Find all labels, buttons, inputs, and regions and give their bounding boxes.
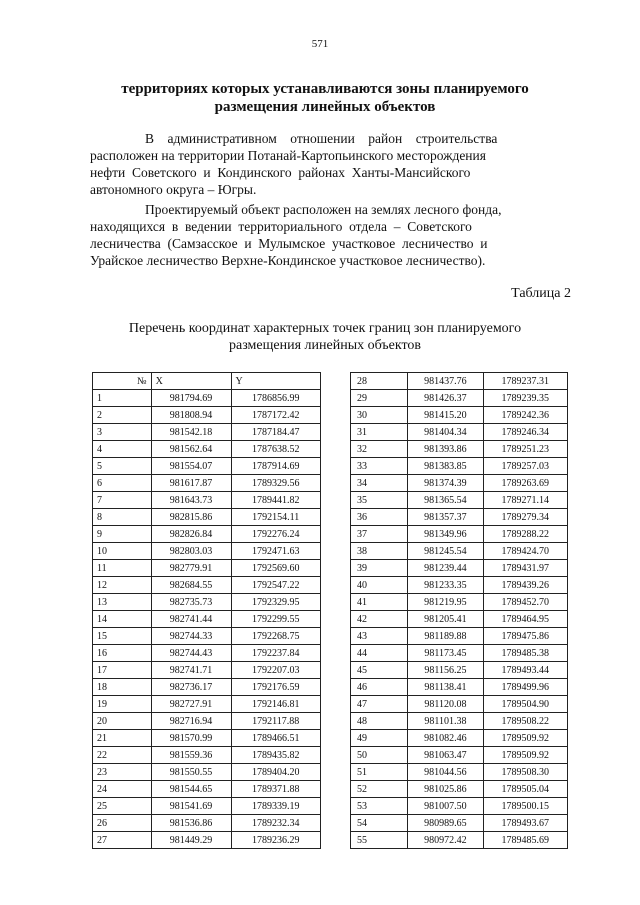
cell-number: 38 — [351, 543, 408, 560]
cell-y: 1789339.19 — [231, 798, 321, 815]
cell-y: 1789232.34 — [231, 815, 321, 832]
cell-y: 1792276.24 — [231, 526, 321, 543]
cell-number: 36 — [351, 509, 408, 526]
table-row — [93, 594, 321, 611]
cell-x: 981156.25 — [408, 662, 483, 679]
cell-y: 1792117.88 — [231, 713, 321, 730]
cell-y: 1792299.55 — [231, 611, 321, 628]
cell-y: 1789246.34 — [483, 424, 567, 441]
table-row — [93, 696, 321, 713]
table-row — [351, 458, 568, 475]
table-row — [93, 560, 321, 577]
table-row — [351, 492, 568, 509]
table-row — [93, 798, 321, 815]
cell-number: 15 — [93, 628, 152, 645]
cell-y: 1789508.30 — [483, 764, 567, 781]
table-row — [93, 832, 321, 849]
cell-y: 1792471.63 — [231, 543, 321, 560]
table-row — [93, 475, 321, 492]
cell-x: 981570.99 — [151, 730, 231, 747]
cell-y: 1792176.59 — [231, 679, 321, 696]
cell-y: 1789371.88 — [231, 781, 321, 798]
cell-number: 19 — [93, 696, 152, 713]
cell-x: 981063.47 — [408, 747, 483, 764]
cell-y: 1792207.03 — [231, 662, 321, 679]
table-row — [351, 781, 568, 798]
cell-y: 1789242.36 — [483, 407, 567, 424]
table-row — [93, 458, 321, 475]
cell-x: 981617.87 — [151, 475, 231, 492]
cell-y: 1789508.22 — [483, 713, 567, 730]
table-caption: Таблица 2 — [511, 286, 571, 301]
table-row — [93, 730, 321, 747]
table-row — [351, 662, 568, 679]
cell-number: 25 — [93, 798, 152, 815]
cell-x: 980989.65 — [408, 815, 483, 832]
coordinates-table-left — [92, 372, 321, 849]
table-row — [351, 764, 568, 781]
cell-y: 1789493.67 — [483, 815, 567, 832]
table-row — [351, 526, 568, 543]
table-row — [351, 747, 568, 764]
table-row — [351, 696, 568, 713]
cell-x: 981808.94 — [151, 407, 231, 424]
heading-line: территориях которых устанавливаются зоны планируемого — [121, 81, 529, 97]
cell-number: 33 — [351, 458, 408, 475]
cell-x: 982741.44 — [151, 611, 231, 628]
cell-number: 3 — [93, 424, 152, 441]
cell-x: 982803.03 — [151, 543, 231, 560]
table-row — [93, 662, 321, 679]
cell-x: 982741.71 — [151, 662, 231, 679]
cell-number: 27 — [93, 832, 152, 849]
cell-number: 45 — [351, 662, 408, 679]
cell-y: 1789288.22 — [483, 526, 567, 543]
cell-x: 981383.85 — [408, 458, 483, 475]
cell-number: 41 — [351, 594, 408, 611]
cell-number: 31 — [351, 424, 408, 441]
cell-x: 981357.37 — [408, 509, 483, 526]
section-heading — [60, 80, 590, 116]
cell-number: 5 — [93, 458, 152, 475]
cell-number: 50 — [351, 747, 408, 764]
paragraph-line: автономного округа – Югры. — [90, 182, 257, 197]
cell-x: 981643.73 — [151, 492, 231, 509]
cell-number: 46 — [351, 679, 408, 696]
cell-number: 34 — [351, 475, 408, 492]
cell-x: 981536.86 — [151, 815, 231, 832]
cell-y: 1789452.70 — [483, 594, 567, 611]
cell-number: 9 — [93, 526, 152, 543]
table-row — [351, 509, 568, 526]
cell-number: 14 — [93, 611, 152, 628]
cell-number: 32 — [351, 441, 408, 458]
table-row — [351, 679, 568, 696]
cell-x: 982744.43 — [151, 645, 231, 662]
cell-number: 12 — [93, 577, 152, 594]
cell-x: 981044.56 — [408, 764, 483, 781]
cell-y: 1787172.42 — [231, 407, 321, 424]
cell-x: 981082.46 — [408, 730, 483, 747]
cell-x: 981233.35 — [408, 577, 483, 594]
table-row — [93, 543, 321, 560]
cell-x: 982744.33 — [151, 628, 231, 645]
cell-x: 981007.50 — [408, 798, 483, 815]
cell-y: 1789279.34 — [483, 509, 567, 526]
cell-number: 47 — [351, 696, 408, 713]
cell-x: 981239.44 — [408, 560, 483, 577]
table-row — [351, 798, 568, 815]
cell-number: 49 — [351, 730, 408, 747]
table-row — [351, 577, 568, 594]
cell-y: 1789499.96 — [483, 679, 567, 696]
cell-x: 982727.91 — [151, 696, 231, 713]
table-row — [351, 373, 568, 390]
paragraph-line: находящихся в ведении территориального отдела – Советского — [90, 219, 472, 234]
cell-number: 10 — [93, 543, 152, 560]
table-row — [351, 611, 568, 628]
cell-x: 981554.07 — [151, 458, 231, 475]
cell-y: 1786856.99 — [231, 390, 321, 407]
cell-number: 1 — [93, 390, 152, 407]
cell-number: 51 — [351, 764, 408, 781]
table-row — [93, 747, 321, 764]
table-row — [93, 492, 321, 509]
paragraph-line: Проектируемый объект расположен на землях лесного фонда, — [145, 202, 502, 217]
cell-x: 982779.91 — [151, 560, 231, 577]
cell-y: 1789505.04 — [483, 781, 567, 798]
cell-number: 44 — [351, 645, 408, 662]
cell-x: 981138.41 — [408, 679, 483, 696]
coordinates-table-right — [350, 372, 568, 849]
cell-number: 26 — [93, 815, 152, 832]
cell-y: 1789263.69 — [483, 475, 567, 492]
cell-number: 8 — [93, 509, 152, 526]
cell-x: 981542.18 — [151, 424, 231, 441]
table-row — [351, 713, 568, 730]
cell-number: 6 — [93, 475, 152, 492]
cell-x: 981550.55 — [151, 764, 231, 781]
table-row — [93, 645, 321, 662]
page-number: 571 — [311, 38, 329, 50]
cell-x: 981426.37 — [408, 390, 483, 407]
cell-y: 1789431.97 — [483, 560, 567, 577]
paragraph-line: Урайское лесничество Верхне-Кондинское участковое лесничество). — [90, 253, 486, 268]
cell-number: 2 — [93, 407, 152, 424]
table-row — [351, 594, 568, 611]
cell-y: 1792547.22 — [231, 577, 321, 594]
cell-number: 54 — [351, 815, 408, 832]
cell-y: 1792268.75 — [231, 628, 321, 645]
cell-y: 1787914.69 — [231, 458, 321, 475]
cell-number: 52 — [351, 781, 408, 798]
header-x: X — [151, 373, 231, 390]
table-row — [93, 526, 321, 543]
cell-number: 55 — [351, 832, 408, 849]
cell-y: 1789441.82 — [231, 492, 321, 509]
cell-number: 28 — [351, 373, 408, 390]
cell-y: 1789509.92 — [483, 730, 567, 747]
table-row — [351, 475, 568, 492]
cell-y: 1792146.81 — [231, 696, 321, 713]
paragraph-location — [90, 130, 555, 198]
cell-y: 1792237.84 — [231, 645, 321, 662]
cell-x: 981219.95 — [408, 594, 483, 611]
table-row — [93, 390, 321, 407]
cell-number: 29 — [351, 390, 408, 407]
cell-y: 1789404.20 — [231, 764, 321, 781]
table-row — [93, 441, 321, 458]
cell-x: 981173.45 — [408, 645, 483, 662]
cell-x: 982736.17 — [151, 679, 231, 696]
cell-x: 982815.86 — [151, 509, 231, 526]
cell-x: 981449.29 — [151, 832, 231, 849]
paragraph-line: нефти Советского и Кондинского районах Ханты-Мансийского — [90, 165, 471, 180]
cell-x: 981349.96 — [408, 526, 483, 543]
cell-y: 1789329.56 — [231, 475, 321, 492]
cell-number: 37 — [351, 526, 408, 543]
table-row — [93, 628, 321, 645]
cell-number: 17 — [93, 662, 152, 679]
paragraph-land — [90, 201, 555, 269]
cell-number: 22 — [93, 747, 152, 764]
cell-x: 981544.65 — [151, 781, 231, 798]
cell-number: 48 — [351, 713, 408, 730]
cell-y: 1792329.95 — [231, 594, 321, 611]
table-row — [351, 645, 568, 662]
table-row — [351, 441, 568, 458]
cell-y: 1789435.82 — [231, 747, 321, 764]
cell-y: 1789500.15 — [483, 798, 567, 815]
cell-number: 11 — [93, 560, 152, 577]
cell-y: 1789509.92 — [483, 747, 567, 764]
cell-number: 16 — [93, 645, 152, 662]
cell-number: 24 — [93, 781, 152, 798]
cell-y: 1789251.23 — [483, 441, 567, 458]
cell-x: 981404.34 — [408, 424, 483, 441]
table-row — [93, 815, 321, 832]
cell-x: 982735.73 — [151, 594, 231, 611]
cell-number: 43 — [351, 628, 408, 645]
table-row — [351, 730, 568, 747]
cell-x: 981189.88 — [408, 628, 483, 645]
cell-number: 35 — [351, 492, 408, 509]
table-row — [93, 713, 321, 730]
cell-number: 13 — [93, 594, 152, 611]
table-row — [351, 407, 568, 424]
cell-y: 1792154.11 — [231, 509, 321, 526]
cell-number: 18 — [93, 679, 152, 696]
table-title-line: Перечень координат характерных точек границ зон планируемого — [128, 321, 522, 336]
cell-number: 20 — [93, 713, 152, 730]
cell-y: 1789257.03 — [483, 458, 567, 475]
cell-x: 981437.76 — [408, 373, 483, 390]
cell-x: 981120.08 — [408, 696, 483, 713]
cell-number: 53 — [351, 798, 408, 815]
cell-y: 1789424.70 — [483, 543, 567, 560]
cell-x: 981101.38 — [408, 713, 483, 730]
cell-x: 982826.84 — [151, 526, 231, 543]
cell-x: 981562.64 — [151, 441, 231, 458]
cell-number: 40 — [351, 577, 408, 594]
cell-y: 1792569.60 — [231, 560, 321, 577]
cell-number: 23 — [93, 764, 152, 781]
cell-y: 1789475.86 — [483, 628, 567, 645]
table-row — [351, 390, 568, 407]
cell-y: 1787184.47 — [231, 424, 321, 441]
table-row — [351, 815, 568, 832]
cell-y: 1789239.35 — [483, 390, 567, 407]
cell-y: 1789464.95 — [483, 611, 567, 628]
table-row — [93, 611, 321, 628]
cell-y: 1789236.29 — [231, 832, 321, 849]
cell-y: 1789439.26 — [483, 577, 567, 594]
header-number: № — [93, 373, 152, 390]
cell-x: 981245.54 — [408, 543, 483, 560]
table-row — [93, 781, 321, 798]
paragraph-line: лесничества (Самзасское и Мулымское участковое лесничество и — [90, 236, 488, 251]
cell-y: 1789485.69 — [483, 832, 567, 849]
cell-x: 981559.36 — [151, 747, 231, 764]
table-header-row — [93, 373, 321, 390]
cell-y: 1789466.51 — [231, 730, 321, 747]
table-row — [93, 764, 321, 781]
cell-y: 1789485.38 — [483, 645, 567, 662]
cell-number: 30 — [351, 407, 408, 424]
cell-y: 1789237.31 — [483, 373, 567, 390]
cell-x: 980972.42 — [408, 832, 483, 849]
cell-x: 981025.86 — [408, 781, 483, 798]
cell-x: 982716.94 — [151, 713, 231, 730]
table-row — [93, 577, 321, 594]
table-row — [351, 424, 568, 441]
table-row — [93, 679, 321, 696]
cell-x: 981205.41 — [408, 611, 483, 628]
table-row — [351, 628, 568, 645]
paragraph-line: В административном отношении район строительства — [145, 131, 498, 146]
table-row — [351, 560, 568, 577]
cell-y: 1789271.14 — [483, 492, 567, 509]
cell-y: 1789493.44 — [483, 662, 567, 679]
table-title — [95, 320, 555, 354]
table-row — [351, 832, 568, 849]
table-row — [93, 509, 321, 526]
table-row — [93, 424, 321, 441]
cell-y: 1789504.90 — [483, 696, 567, 713]
cell-x: 982684.55 — [151, 577, 231, 594]
header-y: Y — [231, 373, 321, 390]
cell-number: 4 — [93, 441, 152, 458]
heading-line: размещения линейных объектов — [214, 99, 436, 115]
cell-x: 981415.20 — [408, 407, 483, 424]
table-row — [351, 543, 568, 560]
table-title-line: размещения линейных объектов — [228, 338, 421, 353]
cell-x: 981541.69 — [151, 798, 231, 815]
paragraph-line: расположен на территории Потанай-Картопьинского месторождения — [90, 148, 486, 163]
cell-x: 981393.86 — [408, 441, 483, 458]
cell-number: 42 — [351, 611, 408, 628]
cell-number: 39 — [351, 560, 408, 577]
cell-y: 1787638.52 — [231, 441, 321, 458]
cell-x: 981374.39 — [408, 475, 483, 492]
table-row — [93, 407, 321, 424]
cell-x: 981794.69 — [151, 390, 231, 407]
cell-x: 981365.54 — [408, 492, 483, 509]
cell-number: 21 — [93, 730, 152, 747]
cell-number: 7 — [93, 492, 152, 509]
